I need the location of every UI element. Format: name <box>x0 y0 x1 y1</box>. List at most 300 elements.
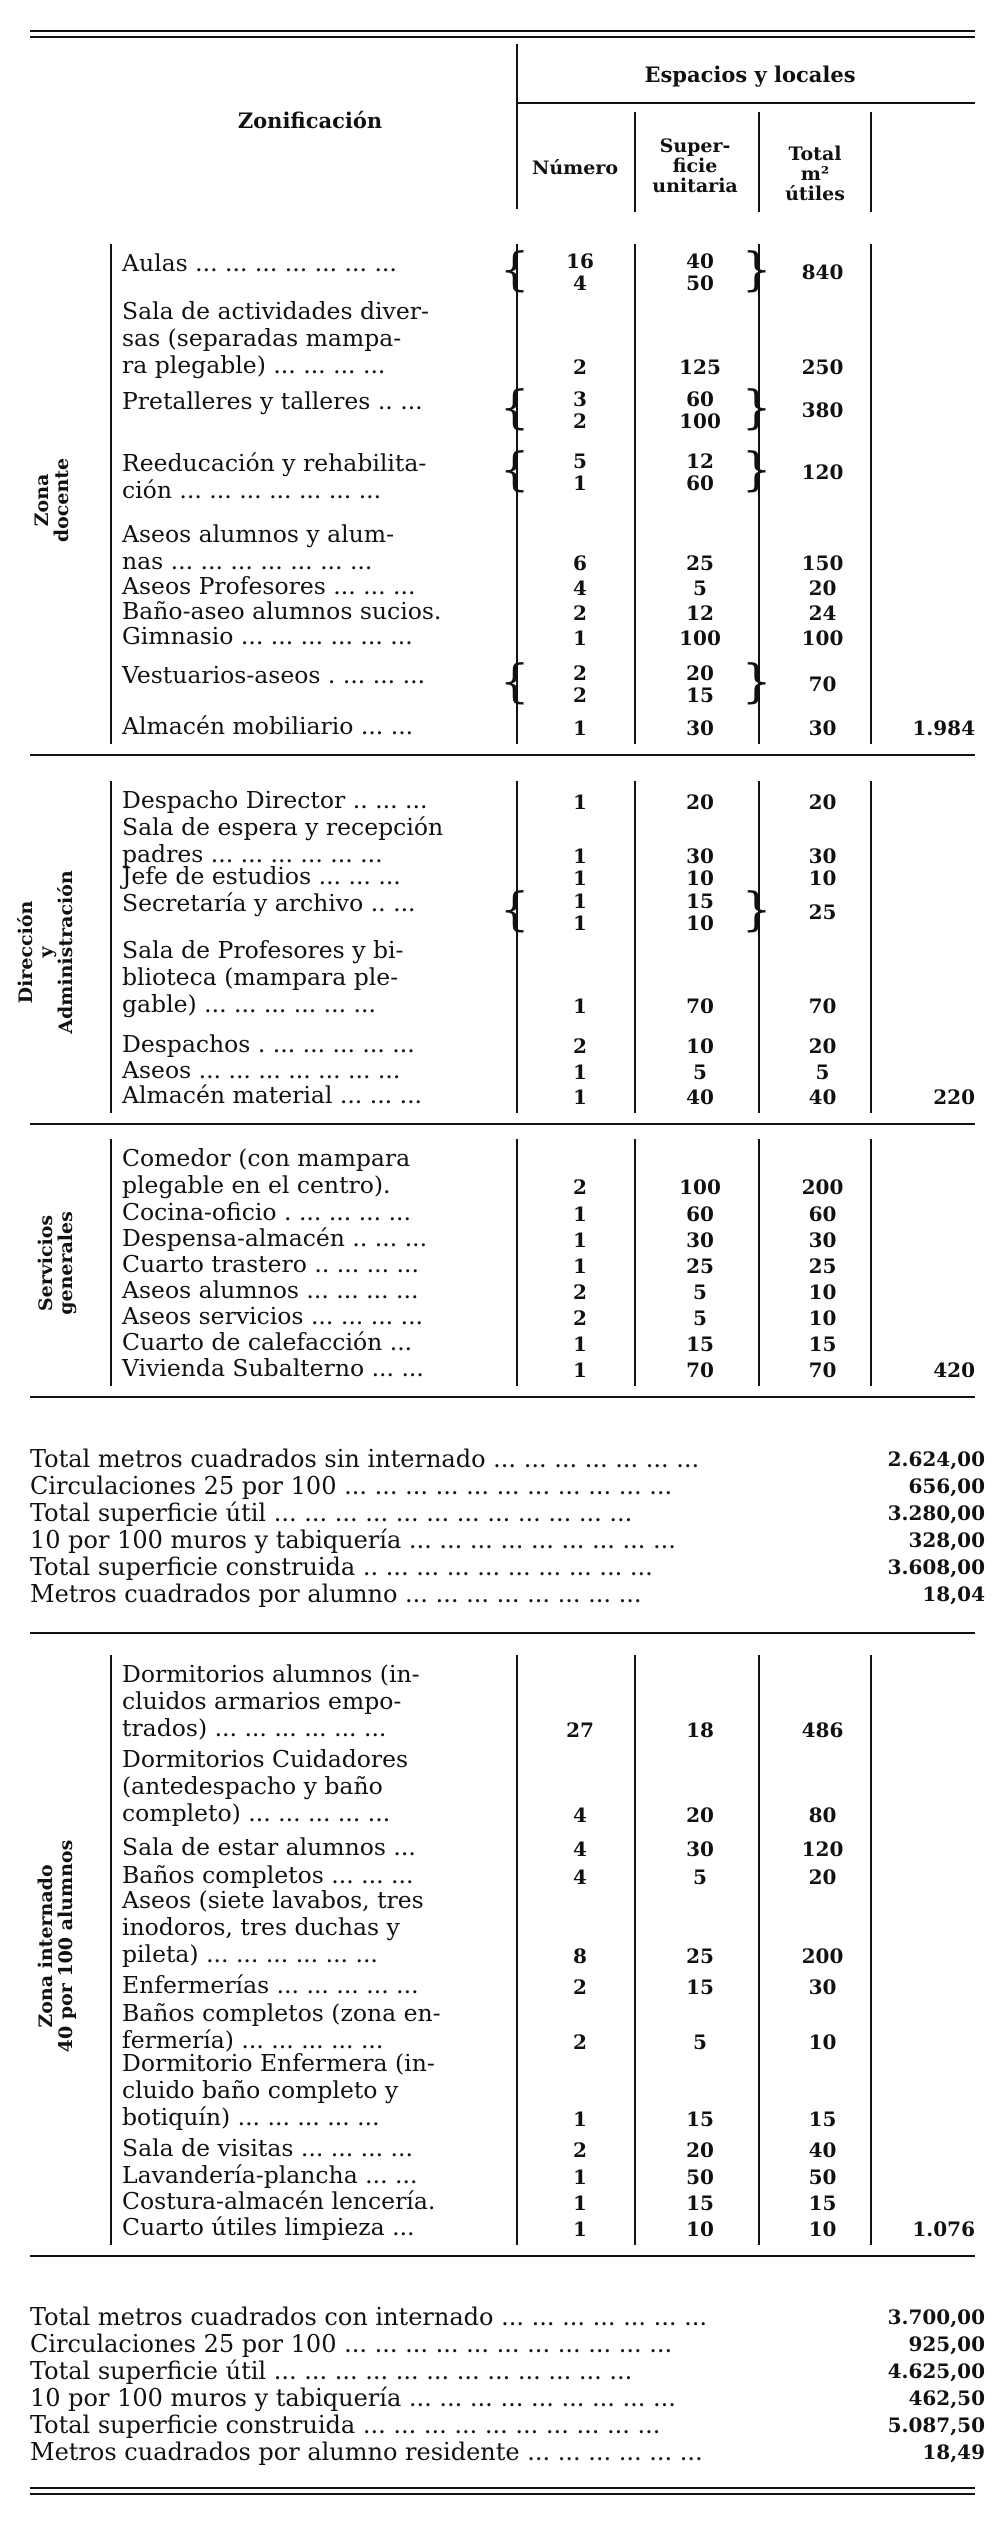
bottom-rule <box>30 2487 975 2489</box>
row-superficie <box>635 1976 765 1998</box>
row-superficie <box>635 1035 765 1057</box>
row-label-line: Enfermerías ... ... ... ... ... <box>122 1971 419 1999</box>
superficie-value: 5 <box>693 2030 707 2054</box>
row-label-line: sas (separadas mampa- <box>122 324 402 352</box>
row-superficie <box>635 845 765 867</box>
row-superficie <box>635 2108 765 2130</box>
numero-value: 1 <box>573 866 587 890</box>
superficie-value: 100 <box>679 1175 721 1199</box>
row-numero <box>525 890 635 934</box>
row-label <box>122 1277 524 1304</box>
row-label-line: Jefe de estudios ... ... ... <box>122 862 401 890</box>
superficie-value: 25 <box>686 1254 714 1278</box>
row-total: 15 <box>808 2107 837 2131</box>
row-superficie <box>635 356 765 378</box>
numero-value: 2 <box>573 683 587 707</box>
summary-label: Total superficie útil ... ... ... ... ... ... ... ... ... ... ... ... <box>30 1499 633 1527</box>
superficie-value: 30 <box>686 844 714 868</box>
row-label <box>122 1082 524 1109</box>
row-label-line: Aseos ... ... ... ... ... ... ... <box>122 1056 401 1084</box>
row-label <box>122 1661 524 1742</box>
row-numero <box>525 867 635 889</box>
row-label-line: Cuarto útiles limpieza ... <box>122 2213 415 2241</box>
zone-label-text <box>16 870 76 1033</box>
row-label-line: ra plegable) ... ... ... ... <box>122 351 386 379</box>
superficie-value: 60 <box>686 387 714 411</box>
zone-label-line: Zona internado <box>35 1864 57 2028</box>
row-total: 200 <box>801 1944 844 1968</box>
row-label-line: plegable en el centro). <box>122 1171 391 1199</box>
summary-label: Total superficie construida ... ... ... ... ... ... ... ... ... ... <box>30 2411 661 2439</box>
superficie-value: 40 <box>686 249 714 273</box>
superficie-value: 50 <box>686 2165 714 2189</box>
summary-label: Total superficie útil ... ... ... ... ... ... ... ... ... ... ... ... <box>30 2357 633 2385</box>
superficie-value: 50 <box>686 271 714 295</box>
row-total: 10 <box>808 2030 837 2054</box>
row-label-line: Despachos . ... ... ... ... ... <box>122 1030 415 1058</box>
row-total: 15 <box>808 2191 837 2215</box>
row-superficie <box>635 1866 765 1888</box>
summary-row <box>30 2358 985 2385</box>
row-superficie <box>635 1281 765 1303</box>
row-label-line: Vestuarios-aseos . ... ... ... <box>122 661 426 689</box>
summary-row <box>30 2439 985 2466</box>
row-superficie <box>635 1719 765 1741</box>
row-label-line: Reeducación y rehabilita- <box>122 449 427 477</box>
row-label-line: Despacho Director .. ... ... <box>122 786 428 814</box>
row-superficie <box>635 577 765 599</box>
row-total: 380 <box>801 398 844 422</box>
row-numero <box>525 1086 635 1108</box>
row-superficie <box>635 1945 765 1967</box>
row-superficie <box>635 1086 765 1108</box>
row-numero <box>525 2166 635 2188</box>
row-label <box>122 937 524 1018</box>
row-total: 25 <box>808 900 837 924</box>
superficie-value: 5 <box>693 1306 707 1330</box>
numero-value: 27 <box>566 1718 594 1742</box>
row-label <box>122 1355 524 1382</box>
row-total: 50 <box>808 2165 837 2189</box>
row-total: 40 <box>808 2138 837 2162</box>
row-label <box>122 1862 524 1889</box>
numero-value: 1 <box>573 844 587 868</box>
header-divider <box>870 112 872 212</box>
numero-value: 1 <box>573 1085 587 1109</box>
superficie-value: 40 <box>686 1085 714 1109</box>
header-superficie <box>635 136 755 196</box>
column-divider <box>870 244 872 744</box>
row-superficie <box>635 2218 765 2240</box>
summary-label: Total metros cuadrados con internado ... ... ... ... ... ... ... <box>30 2303 708 2331</box>
row-numero <box>525 1281 635 1303</box>
superficie-value: 5 <box>693 1865 707 1889</box>
summary-value: 18,04 <box>922 1582 985 1606</box>
zone-label-line: docente <box>51 457 73 543</box>
zone-label-line: Administración <box>55 870 77 1034</box>
row-label-line: cluidos armarios empo- <box>122 1687 402 1715</box>
row-superficie <box>635 1176 765 1198</box>
row-total: 20 <box>808 1865 837 1889</box>
superficie-value: 10 <box>686 2217 714 2241</box>
row-numero <box>525 250 635 294</box>
row-numero <box>525 845 635 867</box>
row-numero <box>525 1229 635 1251</box>
row-numero <box>525 1359 635 1381</box>
superficie-value: 20 <box>686 661 714 685</box>
row-label-line: Sala de Profesores y bi- <box>122 936 404 964</box>
header-divider <box>516 44 518 209</box>
top-rule <box>30 30 975 32</box>
row-superficie <box>635 1804 765 1826</box>
row-total: 10 <box>808 1306 837 1330</box>
row-numero <box>525 1333 635 1355</box>
row-label <box>122 2214 524 2241</box>
row-superficie <box>635 2139 765 2161</box>
row-label <box>122 2000 524 2054</box>
superficie-value: 15 <box>686 2107 714 2131</box>
numero-value: 1 <box>573 2217 587 2241</box>
numero-value: 1 <box>573 626 587 650</box>
row-total: 250 <box>801 355 844 379</box>
zone-label-text <box>36 1840 76 2053</box>
superficie-value: 20 <box>686 1803 714 1827</box>
summary-row <box>30 1473 985 1500</box>
header-divider <box>634 112 636 212</box>
row-total: 24 <box>808 601 837 625</box>
numero-value: 1 <box>573 994 587 1018</box>
brace-right: } <box>742 654 772 708</box>
row-total: 100 <box>801 626 844 650</box>
row-numero <box>525 1976 635 1998</box>
row-numero <box>525 388 635 432</box>
row-total: 200 <box>801 1175 844 1199</box>
row-superficie <box>635 1229 765 1251</box>
superficie-value: 15 <box>686 2191 714 2215</box>
summary-row <box>30 2304 985 2331</box>
row-label-line: Almacén material ... ... ... <box>122 1081 423 1109</box>
numero-value: 1 <box>573 1060 587 1084</box>
row-label-line: Aseos servicios ... ... ... ... <box>122 1302 424 1330</box>
row-label-line: Aulas ... ... ... ... ... ... ... <box>122 249 397 277</box>
row-total: 70 <box>808 672 837 696</box>
row-label <box>122 573 524 600</box>
row-numero <box>525 1719 635 1741</box>
zone-label-line: Zona <box>31 473 53 527</box>
row-label-line: nas ... ... ... ... ... ... ... <box>122 547 373 575</box>
section-rule <box>30 1632 975 1634</box>
brace-left: { <box>500 242 530 296</box>
row-superficie <box>635 1838 765 1860</box>
zone-label-text <box>32 458 72 542</box>
numero-value: 2 <box>573 1280 587 1304</box>
row-label-line: Comedor (con mampara <box>122 1144 411 1172</box>
superficie-value: 15 <box>686 683 714 707</box>
superficie-value: 30 <box>686 1837 714 1861</box>
row-label-line: Sala de actividades diver- <box>122 297 429 325</box>
row-label <box>122 1057 524 1084</box>
row-total: 30 <box>808 844 837 868</box>
brace-left: { <box>500 380 530 434</box>
numero-value: 1 <box>573 1228 587 1252</box>
row-label-line: Aseos Profesores ... ... ... <box>122 572 416 600</box>
row-label-line: Pretalleres y talleres .. ... <box>122 387 423 415</box>
summary-row <box>30 2331 985 2358</box>
numero-value: 1 <box>573 1202 587 1226</box>
numero-value: 3 <box>573 387 587 411</box>
summary-row <box>30 2412 985 2439</box>
row-label-line: Sala de estar alumnos ... <box>122 1833 416 1861</box>
superficie-value: 30 <box>686 1228 714 1252</box>
superficie-value: 25 <box>686 1944 714 1968</box>
superficie-value: 10 <box>686 1034 714 1058</box>
zone-subtotal: 1.984 <box>912 716 975 740</box>
row-superficie <box>635 791 765 813</box>
zone-label <box>32 250 72 750</box>
zone-label-text <box>36 1211 76 1315</box>
row-numero <box>525 602 635 624</box>
row-label-line: Cocina-oficio . ... ... ... ... <box>122 1198 411 1226</box>
row-total: 60 <box>808 1202 837 1226</box>
zone-subtotal: 1.076 <box>912 2217 975 2241</box>
row-label-line: completo) ... ... ... ... ... <box>122 1799 391 1827</box>
row-numero <box>525 662 635 706</box>
numero-value: 1 <box>573 1332 587 1356</box>
row-label-line: Baños completos ... ... ... <box>122 1861 414 1889</box>
column-divider <box>110 244 112 744</box>
row-superficie <box>635 995 765 1017</box>
row-label-line: Almacén mobiliario ... ... <box>122 712 414 740</box>
numero-value: 4 <box>573 1803 587 1827</box>
numero-value: 4 <box>573 271 587 295</box>
row-total: 20 <box>808 790 837 814</box>
row-numero <box>525 2108 635 2130</box>
numero-value: 4 <box>573 576 587 600</box>
row-label-line: Aseos alumnos ... ... ... ... <box>122 1276 419 1304</box>
numero-value: 1 <box>573 2107 587 2131</box>
column-divider <box>110 1139 112 1386</box>
row-total: 20 <box>808 1034 837 1058</box>
numero-value: 2 <box>573 1306 587 1330</box>
row-total: 120 <box>801 1837 844 1861</box>
superficie-value: 12 <box>686 601 714 625</box>
summary-label: Metros cuadrados por alumno residente ... ... ... ... ... ... <box>30 2438 703 2466</box>
row-numero <box>525 552 635 574</box>
brace-left: { <box>500 654 530 708</box>
row-label <box>122 598 524 625</box>
numero-value: 4 <box>573 1837 587 1861</box>
zone-label-line: Servicios <box>35 1214 57 1311</box>
brace-left: { <box>500 442 530 496</box>
row-label <box>122 863 524 890</box>
superficie-value: 60 <box>686 471 714 495</box>
row-total: 120 <box>801 460 844 484</box>
summary-value: 18,49 <box>922 2440 985 2464</box>
row-numero <box>525 1203 635 1225</box>
summary-row <box>30 1500 985 1527</box>
row-label <box>122 2188 524 2215</box>
header-superficie-line: unitaria <box>652 175 738 197</box>
row-total: 30 <box>808 1228 837 1252</box>
row-numero <box>525 1061 635 1083</box>
row-label <box>122 1251 524 1278</box>
row-label-line: Gimnasio ... ... ... ... ... ... <box>122 622 413 650</box>
row-label-line: Dormitorio Enfermera (in- <box>122 2049 435 2077</box>
row-label-line: Costura-almacén lencería. <box>122 2187 436 2215</box>
brace-right: } <box>742 242 772 296</box>
row-total: 25 <box>808 1254 837 1278</box>
zone-label-line: Dirección <box>15 900 37 1004</box>
row-total: 150 <box>801 551 844 575</box>
numero-value: 1 <box>573 790 587 814</box>
numero-value: 2 <box>573 2138 587 2162</box>
numero-value: 2 <box>573 1975 587 1999</box>
row-superficie <box>635 1333 765 1355</box>
row-superficie <box>635 552 765 574</box>
row-label-line: Sala de visitas ... ... ... ... <box>122 2134 413 2162</box>
row-total: 10 <box>808 1280 837 1304</box>
numero-value: 1 <box>573 471 587 495</box>
row-total: 10 <box>808 866 837 890</box>
row-label-line: pileta) ... ... ... ... ... ... <box>122 1940 378 1968</box>
numero-value: 6 <box>573 551 587 575</box>
numero-value: 1 <box>573 889 587 913</box>
superficie-value: 15 <box>686 1975 714 1999</box>
superficie-value: 125 <box>679 355 721 379</box>
group-separator <box>30 754 975 756</box>
header-total-line: m² útiles <box>785 163 845 205</box>
row-label-line: Dormitorios alumnos (in- <box>122 1660 420 1688</box>
row-total: 30 <box>808 1975 837 1999</box>
summary-value: 328,00 <box>908 1528 985 1552</box>
summary-value: 3.608,00 <box>887 1555 985 1579</box>
header-total-line: Total <box>788 143 842 165</box>
row-label <box>122 1303 524 1330</box>
row-label <box>122 1746 524 1827</box>
row-numero <box>525 995 635 1017</box>
row-numero <box>525 2218 635 2240</box>
brace-left: { <box>500 882 530 936</box>
row-label-line: trados) ... ... ... ... ... ... <box>122 1714 387 1742</box>
numero-value: 4 <box>573 1865 587 1889</box>
row-total: 840 <box>801 260 844 284</box>
row-label <box>122 2135 524 2162</box>
row-label-line: Cuarto de calefacción ... <box>122 1328 413 1356</box>
superficie-value: 30 <box>686 716 714 740</box>
row-label <box>122 1145 524 1199</box>
row-label-line: botiquín) ... ... ... ... ... <box>122 2103 380 2131</box>
header-numero: Número <box>531 157 619 179</box>
column-divider <box>110 1655 112 2245</box>
summary-row <box>30 2385 985 2412</box>
row-total: 30 <box>808 716 837 740</box>
superficie-value: 10 <box>686 866 714 890</box>
brace-right: } <box>742 380 772 434</box>
superficie-value: 5 <box>693 1280 707 1304</box>
row-total: 20 <box>808 576 837 600</box>
superficie-value: 25 <box>686 551 714 575</box>
superficie-value: 15 <box>686 1332 714 1356</box>
brace-right: } <box>742 882 772 936</box>
row-superficie <box>635 2192 765 2214</box>
summary-value: 4.625,00 <box>887 2359 985 2383</box>
row-label-line: ción ... ... ... ... ... ... ... <box>122 476 382 504</box>
row-numero <box>525 2031 635 2053</box>
row-label <box>122 890 524 917</box>
header-zonificacion: Zonificación <box>237 108 383 133</box>
bottom-rule <box>30 2493 975 2495</box>
row-superficie <box>635 627 765 649</box>
row-superficie <box>635 1061 765 1083</box>
row-numero <box>525 791 635 813</box>
row-label <box>122 713 524 740</box>
superficie-value: 70 <box>686 994 714 1018</box>
superficie-value: 5 <box>693 576 707 600</box>
row-total: 70 <box>808 1358 837 1382</box>
header-espacios: Espacios y locales <box>644 62 856 87</box>
numero-value: 1 <box>573 1358 587 1382</box>
row-numero <box>525 1838 635 1860</box>
row-label <box>122 521 524 575</box>
row-label <box>122 388 524 415</box>
zone-label-line: y <box>35 946 57 958</box>
superficie-value: 100 <box>679 409 721 433</box>
brace-right: } <box>742 442 772 496</box>
row-numero <box>525 627 635 649</box>
row-label-line: blioteca (mampara ple- <box>122 963 399 991</box>
zone-subtotal: 420 <box>933 1358 975 1382</box>
numero-value: 2 <box>573 601 587 625</box>
row-label-line: padres ... ... ... ... ... ... <box>122 840 383 868</box>
superficie-value: 100 <box>679 626 721 650</box>
row-total: 5 <box>815 1060 830 1084</box>
header-superficie-line: Super- <box>659 135 731 157</box>
numero-value: 1 <box>573 716 587 740</box>
numero-value: 1 <box>573 2165 587 2189</box>
row-superficie <box>635 2166 765 2188</box>
header-superficie-line: ficie <box>672 155 718 177</box>
numero-value: 1 <box>573 2191 587 2215</box>
numero-value: 2 <box>573 1034 587 1058</box>
row-label-line: Dormitorios Cuidadores <box>122 1745 409 1773</box>
row-numero <box>525 1804 635 1826</box>
row-numero <box>525 2192 635 2214</box>
row-numero <box>525 1307 635 1329</box>
superficie-value: 70 <box>686 1358 714 1382</box>
summary-value: 5.087,50 <box>887 2413 985 2437</box>
group-separator <box>30 1123 975 1125</box>
row-label <box>122 298 524 379</box>
top-rule <box>30 36 975 38</box>
row-label <box>122 450 524 504</box>
summary-value: 2.624,00 <box>887 1447 985 1471</box>
summary-label: 10 por 100 muros y tabiquería ... ... ... ... ... ... ... ... ... <box>30 1526 676 1554</box>
row-label-line: Lavandería-plancha ... ... <box>122 2161 418 2189</box>
row-label <box>122 1329 524 1356</box>
row-label-line: Baño-aseo alumnos sucios. <box>122 597 442 625</box>
row-label <box>122 662 524 689</box>
row-superficie <box>635 1359 765 1381</box>
summary-label: Metros cuadrados por alumno ... ... ... ... ... ... ... ... <box>30 1580 642 1608</box>
row-superficie <box>635 717 765 739</box>
summary-value: 3.280,00 <box>887 1501 985 1525</box>
row-label <box>122 1834 524 1861</box>
numero-value: 1 <box>573 1254 587 1278</box>
row-label <box>122 2162 524 2189</box>
summary-value: 3.700,00 <box>887 2305 985 2329</box>
row-numero <box>525 1255 635 1277</box>
row-label-line: inodoros, tres duchas y <box>122 1913 400 1941</box>
